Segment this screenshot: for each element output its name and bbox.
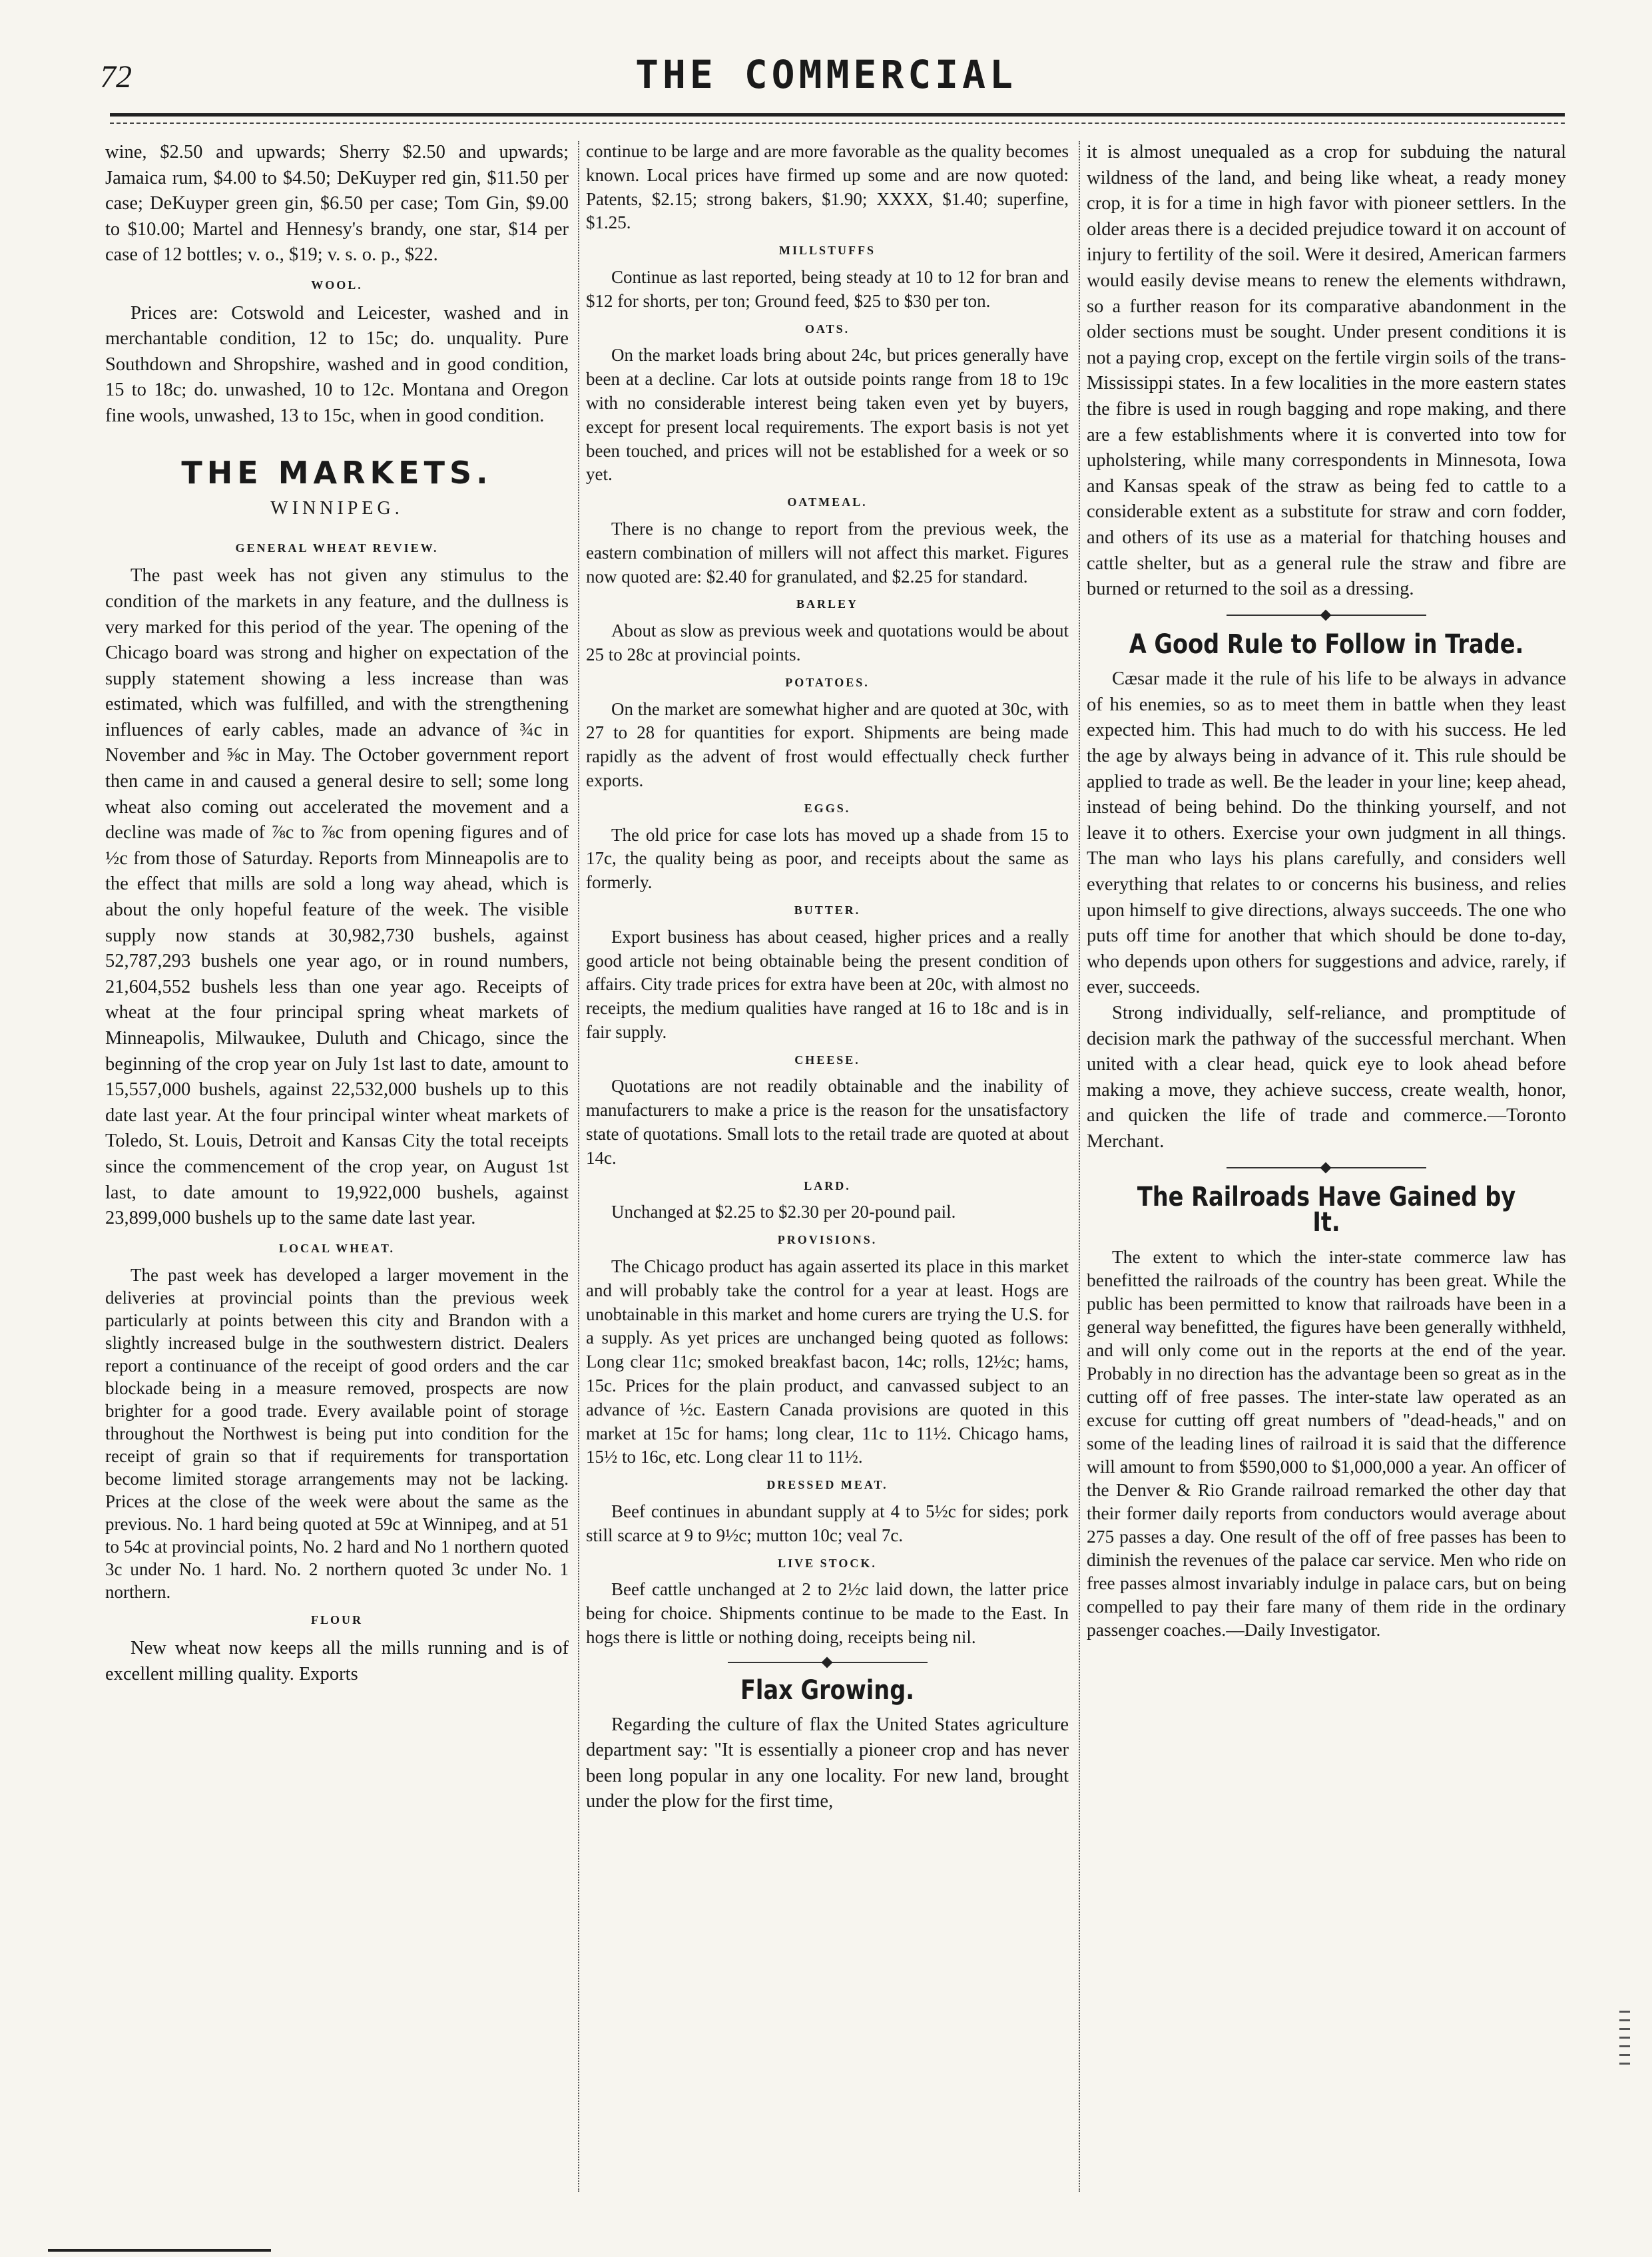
- dressed-meat-heading: DRESSED MEAT.: [766, 1478, 888, 1492]
- oatmeal-heading: OATMEAL.: [787, 495, 868, 509]
- eggs-heading: EGGS.: [804, 801, 851, 815]
- bottom-rule: [48, 2249, 271, 2252]
- oats-paragraph: On the market loads bring about 24c, but prices generally have been at a decline. Car lots at outside points range from 18 to 19c with no considerable interest being taken even yet by buyers, except for present local requirements. The export basis is not yet been touched, and prices will not be established for a week or so yet.: [586, 345, 1069, 485]
- cheese-heading: CHEESE.: [794, 1053, 860, 1067]
- column-separator-2: [1079, 141, 1080, 2192]
- millstuffs-heading: MILLSTUFFS: [778, 244, 876, 258]
- flax-paragraph: Regarding the culture of flax the United States agriculture department say: "It is essentially a pioneer crop and has never been long popular in any one locality. For new land, brought under the plow for the first time,: [586, 1714, 1069, 1812]
- flour-paragraph: New wheat now keeps all the mills running and is of excellent milling quality. Exports: [105, 1637, 569, 1684]
- oatmeal-paragraph: There is no change to report from the previous week, the eastern combination of millers will not affect this market. Figures now quoted are: $2.40 for granulated, and $2.25 for standard.: [586, 518, 1069, 587]
- lard-heading: LARD.: [804, 1178, 851, 1192]
- live-stock-heading: LIVE STOCK.: [778, 1556, 877, 1570]
- oats-heading: OATS.: [804, 322, 850, 336]
- live-stock-paragraph: Beef cattle unchanged at 2 to 2½c laid down, the latter price being for choice. Shipments continue to be made to the East. In hogs there is little or nothing doing, receipts being nil.: [586, 1579, 1069, 1648]
- city-heading: WINNIPEG.: [270, 498, 404, 519]
- barley-paragraph: About as slow as previous week and quotations would be about 25 to 28c at provincial points.: [586, 621, 1069, 664]
- flour-heading: FLOUR: [311, 1613, 363, 1627]
- column-1: [105, 140, 569, 2184]
- potatoes-paragraph: On the market are somewhat higher and are quoted at 30c, with 27 to 28 for quantities for export. Shipments are being made rapidly as the advent of frost would effectually check further exports.: [586, 698, 1069, 790]
- flax-heading: Flax Growing.: [740, 1674, 915, 1706]
- column-3: [1087, 140, 1566, 2184]
- top-rule: [110, 113, 1565, 117]
- barley-heading: BARLEY: [796, 597, 858, 611]
- column-2: [586, 140, 1069, 2184]
- dressed-meat-paragraph: Beef continues in abundant supply at 4 to 5½c for sides; pork still scarce at 9 to 9½c; mutton 10c; veal 7c.: [586, 1501, 1069, 1545]
- good-rule-heading: A Good Rule to Follow in Trade.: [1129, 628, 1524, 660]
- railroads-heading: The Railroads Have Gained by It.: [1137, 1181, 1516, 1238]
- good-rule-paragraph-2: Strong individually, self-reliance, and promptitude of decision mark the pathway of the successful merchant. When united with a clear head, quick eye to look ahead before making a move, they achieve success, create wealth, honor, and quicken the life of trade and commerce.—Toronto Merchant.: [1087, 1003, 1566, 1152]
- wheat-review-paragraph: The past week has not given any stimulus to the condition of the markets in any feature, and the dullness is very marked for this period of the year. The opening of the Chicago board was strong and higher on expectation of the supply statement showing a less increase than was estimated, which was fulfilled, and with the strengthening influences of early cables, made an advance of ¾c in November and ⅝c in May. The October government report then came in and caused a general desire to sell; some long wheat also coming out accelerated the movement and a decline was made of ⅞c to ⅞c from opening figures and of ½c from those of Saturday. Reports from Minneapolis are to the effect that mills are sold a long way ahead, which is about the only hopeful feature of the week. The visible supply now stands at 30,982,730 bushels, against 52,787,293 bushels one year ago, or in round numbers, 21,604,552 bushels less than one year ago. Receipts of wheat at the four principal spring wheat markets of Minneapolis, Milwaukee, Duluth and Chicago, since the beginning of the crop year on July 1st last to date, amount to 15,557,000 bushels, against 22,532,000 bushels up to this date last year. At the four principal winter wheat markets of Toledo, St. Louis, Detroit and Kansas City the total receipts since the commencement of the crop year, on August 1st last, to date amount to 19,922,000 bushels, against 23,899,000 bushels up to the same date last year.: [105, 565, 569, 1229]
- wine-prices-paragraph: wine, $2.50 and upwards; Sherry $2.50 and upwards; Jamaica rum, $4.00 to $4.50; DeKuyper red gin, $11.50 per case; DeKuyper green gin, $6.50 per case; Tom Gin, $9.00 to $10.00; Martel and Hennesy's brandy, one star, $14 per case of 12 bottles; v. o., $19; v. s. o. p., $22.: [105, 142, 569, 266]
- butter-heading: BUTTER.: [794, 903, 861, 917]
- butter-paragraph: Export business has about ceased, higher prices and a really good article not being obtainable being the present condition of affairs. City trade prices for extra have been at 20c, with almost no receipts, the medium qualities have ranged at 16 to 18c and is in fair supply.: [586, 926, 1069, 1042]
- page-number: 72: [100, 59, 132, 95]
- section-divider: [1227, 1163, 1426, 1172]
- potatoes-heading: POTATOES.: [785, 675, 870, 689]
- flax-continued-paragraph: it is almost unequaled as a crop for subduing the natural wildness of the land, and being like wheat, a ready money crop, it is for a time in high favor with pioneer settlers. In the older areas there is a decided prejudice toward it on account of injury to fertility of the soil. Were it desired, American farmers would easily devise means to renew the elements withdrawn, so a further reason for its comparative abandonment in the older sections must be sought. Under present conditions it is not a paying crop, except on the fertile virgin soils of the trans-Mississippi states. In a few localities in the more eastern states the fibre is used in rough bagging and rope making, and there are a few establishments where it is converted into tow for upholstering, while many correspondents in Minnesota, Iowa and Kansas speak of the straw as being fed to cattle to a considerable extent as a substitute for straw and corn fodder, and others of its use as a material for thatching houses and cattle shelter, but as a general rule the straw and fibre are burned or returned to the soil as a dressing.: [1087, 142, 1566, 600]
- section-divider: [728, 1658, 928, 1667]
- masthead-title: THE COMMERCIAL: [635, 52, 1017, 97]
- wool-heading: WOOL.: [311, 278, 363, 292]
- lard-paragraph: Unchanged at $2.25 to $2.30 per 20-pound pail.: [611, 1202, 956, 1222]
- markets-heading: THE MARKETS.: [181, 454, 493, 491]
- provisions-heading: PROVISIONS.: [777, 1233, 878, 1247]
- good-rule-paragraph-1: Cæsar made it the rule of his life to be always in advance of his enemies, so as to meet them in battle when they least expected him. This had much to do with his success. He led the age by always being in advance of it. This rule should be applied to trade as well. Be the leader in your line; keep ahead, instead of being behind. Do the thinking yourself, and not leave it to others. Exercise your own judgment in all things. The man who lays his plans carefully, and considers well everything that relates to or concerns his business, and relies upon himself to give directions, always succeeds. The one who puts off time for another that which should be done to-day, who depends upon others for suggestions and advice, rarely, if ever, succeeds.: [1087, 668, 1566, 998]
- flour-continued-paragraph: continue to be large and are more favorable as the quality becomes known. Local prices have firmed up some and are now quoted: Patents, $2.15; strong bakers, $1.90; XXXX, $1.40; superfine, $1.25.: [586, 141, 1069, 233]
- top-rule-dashed: [110, 123, 1565, 124]
- local-wheat-heading: LOCAL WHEAT.: [278, 1241, 396, 1255]
- eggs-paragraph: The old price for case lots has moved up a shade from 15 to 17c, the quality being as poor, and receipts about the same as formerly.: [586, 824, 1069, 893]
- wheat-review-heading: GENERAL WHEAT REVIEW.: [235, 541, 439, 555]
- railroads-paragraph: The extent to which the inter-state commerce law has benefitted the railroads of the country has been great. While the public has been permitted to know that railroads have been in a general way benefitted, the figures have been generally withheld, and will only come out in the reports at the end of the year. Probably in no direction has the advantage been so great as in the cutting off of free passes. The inter-state law operated as an excuse for cutting off great numbers of "dead-heads," and on some of the leading lines of railroad it is said that the difference will amount to from $590,000 to $1,000,000 a year. An officer of the Denver & Rio Grande railroad remarked the other day that their former daily reports from conductors would average about 275 passes a day. One result of the off of free passes has been to diminish the revenues of the palace car service. Men who ride on free passes almost invariably indulge in palace cars, but on being compelled to pay their fare many of them ride in the ordinary passenger coaches.—Daily Investigator.: [1087, 1246, 1566, 1640]
- wool-paragraph: Prices are: Cotswold and Leicester, washed and in merchantable condition, 12 to 15c; do. unquality. Pure Southdown and Shropshire, washed and in good condition, 15 to 18c; do. unwashed, 10 to 12c. Montana and Oregon fine wools, unwashed, 13 to 15c, when in good condition.: [105, 302, 569, 426]
- section-divider: [1227, 611, 1426, 620]
- local-wheat-paragraph: The past week has developed a larger movement in the deliveries at provincial points than the previous week particularly at points between this city and Brandon with a slightly increased bulge in the southwestern district. Dealers report a continuance of the receipt of good orders and the car blockade being in a measure removed, prospects are now brighter for a good trade. Every available point of storage throughout the Northwest is being put into condition for the receipt of grain so that if requirements for transportation become limited storage arrangements may not be lacking. Prices at the close of the week were about the same as the previous. No. 1 hard being quoted at 59c at Winnipeg, and at 51 to 54c at provincial points, No. 2 hard and No 1 northern quoted 3c under No. 1 hard. No. 2 northern quoted 3c under No. 1 northern.: [105, 1265, 569, 1603]
- margin-ruler-marks: [1611, 2004, 1638, 2204]
- column-separator-1: [578, 141, 579, 2192]
- cheese-paragraph: Quotations are not readily obtainable and the inability of manufacturers to make a price is the reason for the unsatisfactory state of quotations. Small lots to the retail trade are quoted at about 14c.: [586, 1076, 1069, 1168]
- provisions-paragraph: The Chicago product has again asserted its place in this market and will probably take the control for a year at least. Hogs are unobtainable in this market and home curers are trying the U.S. for a supply. As yet prices are unchanged being quoted as follows: Long clear 11c; smoked breakfast bacon, 14c; rolls, 12½c; hams, 15c. Prices for the plain product, and canvassed subject to an advance of ½c. Eastern Canada provisions are quoted in this market at 15c for hams; long clear, 11c to 11½. Chicago hams, 15½ to 16c, etc. Long clear 11 to 11½.: [586, 1256, 1069, 1467]
- millstuffs-paragraph: Continue as last reported, being steady at 10 to 12 for bran and $12 for shorts, per ton; Ground feed, $25 to $30 per ton.: [586, 266, 1069, 311]
